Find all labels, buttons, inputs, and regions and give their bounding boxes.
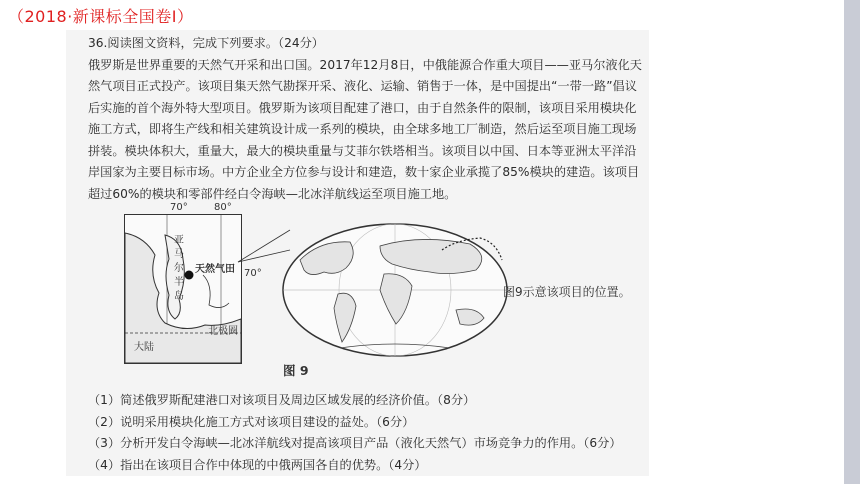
gas-field-marker [185, 271, 194, 280]
sub-questions [88, 390, 648, 476]
world-map [280, 220, 510, 360]
peninsula-label: 亚马尔半岛 [174, 235, 184, 302]
figure-9 [120, 202, 540, 378]
source-tag: （2018·新课标全国卷Ⅰ） [8, 7, 194, 26]
sub-question-3: （3）分析开发白令海峡—北冰洋航线对提高该项目产品（液化天然气）市场竞争力的作用。（6分） [88, 436, 622, 450]
arctic-circle-label: 北极圈 [208, 326, 238, 337]
right-edge-bar [844, 0, 860, 484]
lat-70-label: 70° [244, 268, 262, 279]
gas-field-label: 天然气田 [195, 264, 235, 275]
sub-question-4: （4）指出在该项目合作中体现的中俄两国各自的优势。（4分） [88, 457, 427, 472]
figure-caption: 图 9 [283, 363, 309, 378]
question-text-block [88, 33, 648, 205]
sub-question-1: （1）简述俄罗斯配建港口对该项目及周边区域发展的经济价值。（8分） [88, 393, 476, 407]
mainland-label: 大陆 [134, 342, 154, 353]
question-heading: 36.阅读图文资料，完成下列要求。（24分） [88, 36, 324, 50]
sub-question-2: （2）说明采用模块化施工方式对该项目建设的益处。（6分） [88, 414, 415, 429]
lon-80-label: 80° [214, 202, 232, 213]
figure-note: 图9示意该项目的位置。 [503, 285, 631, 299]
gulf-coast [203, 275, 229, 308]
lon-70-label: 70° [170, 202, 188, 213]
question-passage: 俄罗斯是世界重要的天然气开采和出口国。2017年12月8日，中俄能源合作重大项目——亚马尔液化天然气项目正式投产。该项目集天然气勘探开采、液化、运输、销售于一体，是中国提出“一带一路”倡议后实施的首个海外特大型项目。俄罗斯为该项目配建了港口，由于自然条件的限制，该项目采用模块化施工方式，即将生产线和相关建筑设计成一系列的模块，由全球多地工厂制造，然后运至项目施工现场拼装。模块体积大，重量大，最大的模块重量与艾菲尔铁塔相当。该项目以中国、日本等亚洲太平洋沿岸国家为主要目标市场。中方企业全方位参与设计和建造，数十家企业承揽了85%模块的建造。该项目超过60%的模块和零部件经白令海峡—北冰洋航线运至项目施工地。 [88, 57, 642, 201]
